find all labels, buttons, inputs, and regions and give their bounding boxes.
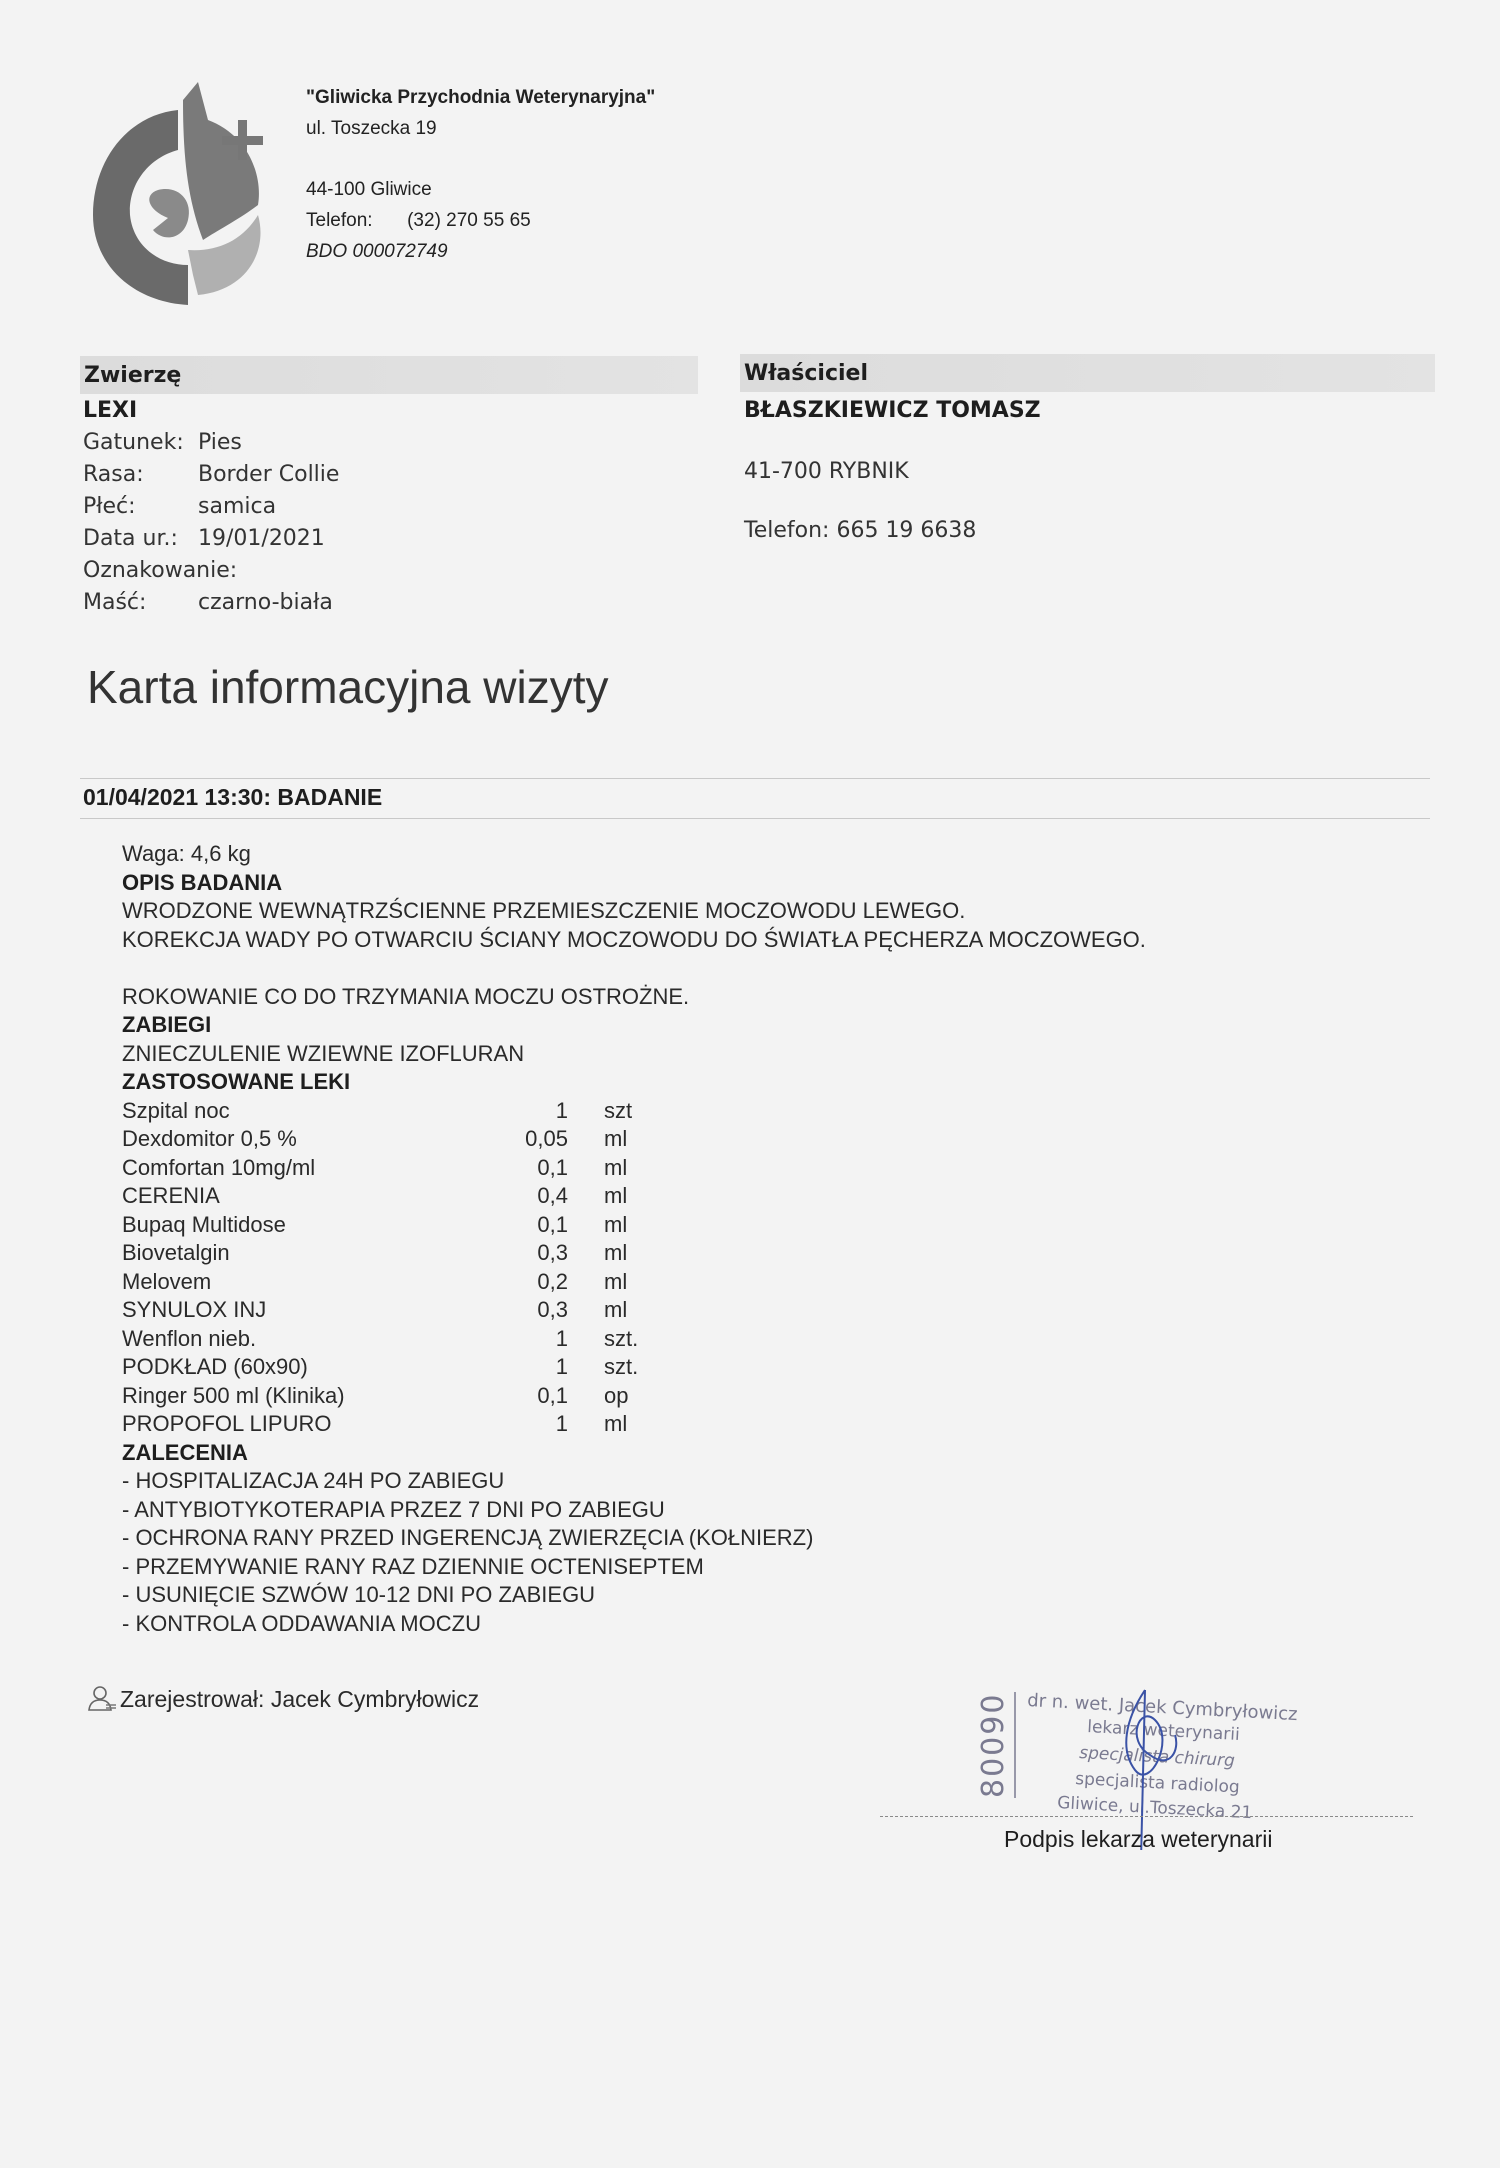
stamp-line: lekarz weterynarii <box>1086 1717 1241 1745</box>
exam-line: KOREKCJA WADY PO OTWARCIU ŚCIANY MOCZOWODU DO ŚWIATŁA PĘCHERZA MOCZOWEGO. <box>122 926 1146 952</box>
field-value: samica <box>198 494 277 519</box>
med-qty: 1 <box>555 1325 568 1351</box>
med-name: Szpital noc <box>122 1097 230 1123</box>
med-name: Ringer 500 ml (Klinika) <box>122 1382 345 1408</box>
field-label: Data ur.: <box>83 526 178 551</box>
med-qty: 0,1 <box>537 1382 568 1408</box>
animal-field-birthdate <box>83 523 339 555</box>
prognosis: ROKOWANIE CO DO TRZYMANIA MOCZU OSTROŻNE. <box>122 983 690 1009</box>
registered-text: Zarejestrował: Jacek Cymbryłowicz <box>120 1686 480 1712</box>
med-unit: ml <box>604 1211 628 1237</box>
med-name: Bupaq Multidose <box>122 1211 286 1237</box>
field-label: Rasa: <box>83 462 144 487</box>
med-row <box>122 1125 1146 1154</box>
stamp-line: specjalista radiolog <box>1074 1769 1241 1798</box>
owner-details <box>744 398 1041 543</box>
registered-by <box>88 1685 479 1713</box>
med-row <box>122 1268 1146 1297</box>
med-qty: 1 <box>555 1097 568 1123</box>
med-qty: 0,4 <box>537 1183 568 1208</box>
clinic-city: 44-100 Gliwice <box>306 179 432 200</box>
recommendation-item: - ANTYBIOTYKOTERAPIA PRZEZ 7 DNI PO ZABIEGU <box>122 1496 665 1522</box>
owner-city: 41-700 RYBNIK <box>744 459 909 484</box>
med-name: PODKŁAD (60x90) <box>122 1354 308 1379</box>
med-name: Dexdomitor 0,5 % <box>122 1126 297 1151</box>
med-qty: 0,1 <box>537 1154 568 1180</box>
procedures-header: ZABIEGI <box>122 1012 212 1037</box>
animal-field-color <box>83 587 339 619</box>
med-row <box>122 1382 1146 1411</box>
clinic-phone-value: (32) 270 55 65 <box>407 210 531 231</box>
med-unit: szt <box>604 1097 633 1123</box>
stamp-line: dr n. wet. Jacek Cymbryłowicz <box>1026 1690 1299 1726</box>
clinic-bdo: BDO 000072749 <box>306 241 448 262</box>
animal-field-sex <box>83 491 339 523</box>
recommendation-item: - KONTROLA ODDAWANIA MOCZU <box>122 1610 481 1636</box>
visit-header: 01/04/2021 13:30: BADANIE <box>83 784 383 810</box>
med-qty: 0,3 <box>537 1297 568 1322</box>
person-icon <box>88 1685 118 1711</box>
med-qty: 1 <box>555 1411 568 1436</box>
animal-field-breed <box>83 459 339 491</box>
field-label: Oznakowanie: <box>83 558 238 583</box>
divider <box>80 818 1430 819</box>
animal-name: LEXI <box>83 398 138 423</box>
divider <box>80 778 1430 779</box>
med-row <box>122 1097 1146 1126</box>
med-name: SYNULOX INJ <box>122 1297 267 1322</box>
med-row <box>122 1296 1146 1325</box>
clinic-phone-label: Telefon: <box>306 210 373 231</box>
field-label: Gatunek: <box>83 430 184 455</box>
med-qty: 0,2 <box>537 1268 568 1294</box>
recommendations-header: ZALECENIA <box>122 1439 248 1465</box>
med-qty: 0,1 <box>537 1211 568 1237</box>
exam-line: WRODZONE WEWNĄTRZŚCIENNE PRZEMIESZCZENIE MOCZOWODU LEWEGO. <box>122 898 966 923</box>
recommendation-item: - USUNIĘCIE SZWÓW 10-12 DNI PO ZABIEGU <box>122 1582 596 1607</box>
page-title: Karta informacyjna wizyty <box>87 661 609 713</box>
clinic-logo <box>88 80 293 310</box>
stamp-line: specjalista chirurg <box>1078 1743 1236 1772</box>
owner-phone-label: Telefon: <box>744 518 830 543</box>
clinic-info <box>306 82 655 267</box>
med-qty: 0,3 <box>537 1240 568 1265</box>
exam-header: OPIS BADANIA <box>122 869 283 895</box>
med-qty: 0,05 <box>525 1126 568 1151</box>
doctor-stamp <box>975 1680 1315 1850</box>
field-value: czarno-biała <box>198 590 333 615</box>
clinic-phone <box>306 205 655 236</box>
med-unit: ml <box>604 1154 628 1180</box>
owner-phone-value: 665 19 6638 <box>836 518 977 543</box>
med-row <box>122 1211 1146 1240</box>
med-name: CERENIA <box>122 1183 220 1208</box>
med-row <box>122 1410 1146 1439</box>
field-value: Border Collie <box>198 462 340 487</box>
recommendation-item: - PRZEMYWANIE RANY RAZ DZIENNIE OCTENISEPTEM <box>122 1553 704 1579</box>
med-name: PROPOFOL LIPURO <box>122 1411 332 1436</box>
animal-field-species <box>83 427 339 459</box>
meds-header: ZASTOSOWANE LEKI <box>122 1069 351 1094</box>
med-unit: ml <box>604 1297 628 1322</box>
med-unit: ml <box>604 1183 628 1208</box>
med-row <box>122 1182 1146 1211</box>
med-name: Biovetalgin <box>122 1240 230 1265</box>
med-unit: szt. <box>604 1325 639 1351</box>
med-row <box>122 1353 1146 1382</box>
procedures: ZNIECZULENIE WZIEWNE IZOFLURAN <box>122 1040 525 1066</box>
med-row <box>122 1325 1146 1354</box>
clinic-street: ul. Toszecka 19 <box>306 118 437 139</box>
med-qty: 1 <box>555 1354 568 1379</box>
recommendation-item: - HOSPITALIZACJA 24H PO ZABIEGU <box>122 1468 505 1493</box>
weight: Waga: 4,6 kg <box>122 841 251 866</box>
clinic-name: "Gliwicka Przychodnia Weterynaryjna" <box>306 87 656 108</box>
med-unit: ml <box>604 1268 628 1294</box>
med-unit: ml <box>604 1411 628 1436</box>
visit-body <box>122 840 1146 1638</box>
recommendation-item: - OCHRONA RANY PRZED INGERENCJĄ ZWIERZĘCIA (KOŁNIERZ) <box>122 1525 814 1550</box>
med-name: Comfortan 10mg/ml <box>122 1154 316 1180</box>
med-row <box>122 1239 1146 1268</box>
stamp-line: Gliwice, ul.Toszecka 21 <box>1056 1793 1253 1824</box>
owner-section-header: Właściciel <box>740 354 1435 392</box>
owner-name: BŁASZKIEWICZ TOMASZ <box>744 398 1041 423</box>
med-name: Melovem <box>122 1268 212 1294</box>
med-unit: op <box>604 1382 629 1408</box>
field-label: Płeć: <box>83 494 136 519</box>
med-unit: szt. <box>604 1354 639 1379</box>
signature-caption: Podpis lekarza weterynarii <box>1004 1826 1273 1852</box>
animal-details <box>83 398 339 619</box>
animal-section-header: Zwierzę <box>80 356 698 394</box>
meds-list <box>122 1097 1146 1439</box>
field-value: 19/01/2021 <box>198 526 325 551</box>
animal-field-marking <box>83 555 339 587</box>
stamp-number: 80090 <box>976 1692 1011 1798</box>
owner-phone <box>744 518 1041 543</box>
field-label: Maść: <box>83 590 147 615</box>
med-row <box>122 1154 1146 1183</box>
med-unit: ml <box>604 1240 628 1265</box>
field-value: Pies <box>198 430 242 455</box>
signature-line <box>880 1816 1413 1817</box>
med-name: Wenflon nieb. <box>122 1325 257 1351</box>
med-unit: ml <box>604 1126 628 1151</box>
